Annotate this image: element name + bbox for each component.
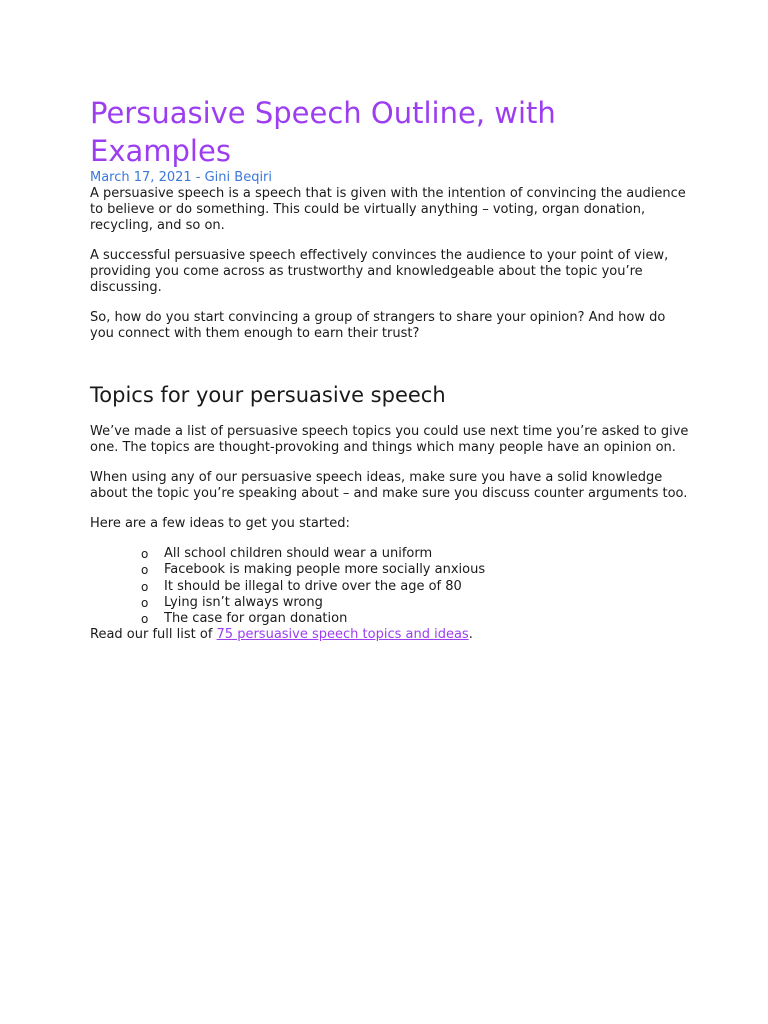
ideas-list bbox=[90, 546, 690, 627]
topics-list-link[interactable]: 75 persuasive speech topics and ideas bbox=[216, 627, 469, 643]
intro-paragraph-1: A persuasive speech is a speech that is given with the intention of convincing the audience to believe or do something. This could be virtually anything – voting, organ donation, recycling, and so on. bbox=[90, 186, 686, 233]
read-more-line bbox=[90, 627, 690, 643]
list-item-text: All school children should wear a uniform bbox=[164, 546, 433, 561]
list-item bbox=[90, 546, 690, 562]
bullet-icon: o bbox=[141, 579, 149, 594]
bullet-icon: o bbox=[141, 595, 149, 610]
list-item bbox=[90, 595, 690, 611]
list-item bbox=[90, 562, 690, 578]
list-item bbox=[90, 611, 690, 627]
list-item-text: The case for organ donation bbox=[164, 611, 348, 627]
topics-paragraph-2: When using any of our persuasive speech ideas, make sure you have a solid knowledge about the topic you’re speaking about – and make sure you discuss counter arguments too. bbox=[90, 470, 688, 501]
read-more-suffix: . bbox=[468, 627, 473, 643]
read-more-prefix: Read our full list of bbox=[90, 627, 217, 643]
bullet-icon: o bbox=[141, 547, 149, 561]
bullet-icon: o bbox=[141, 612, 149, 627]
topics-paragraph-1: We’ve made a list of persuasive speech topics you could use next time you’re asked to give one. The topics are thought-provoking and things which many people have an opinion on. bbox=[90, 424, 689, 455]
list-item bbox=[90, 579, 690, 595]
article-meta: March 17, 2021 - Gini Beqiri bbox=[90, 170, 273, 185]
list-item-text: It should be illegal to drive over the age of 80 bbox=[164, 578, 462, 594]
document-page bbox=[90, 94, 690, 643]
bullet-icon: o bbox=[141, 563, 149, 578]
list-item-text: Facebook is making people more socially anxious bbox=[164, 562, 486, 578]
intro-paragraph-3: So, how do you start convincing a group of strangers to share your opinion? And how do you connect with them enough to earn their trust? bbox=[90, 310, 666, 341]
topics-paragraph-3: Here are a few ideas to get you started: bbox=[90, 516, 350, 531]
topics-heading: Topics for your persuasive speech bbox=[90, 383, 446, 407]
intro-paragraph-2: A successful persuasive speech effectively convinces the audience to your point of view, providing you come across as trustworthy and knowledgeable about the topic you’re discussing. bbox=[90, 248, 669, 295]
list-item-text: Lying isn’t always wrong bbox=[164, 594, 323, 610]
article-title: Persuasive Speech Outline, with Examples bbox=[90, 96, 556, 168]
